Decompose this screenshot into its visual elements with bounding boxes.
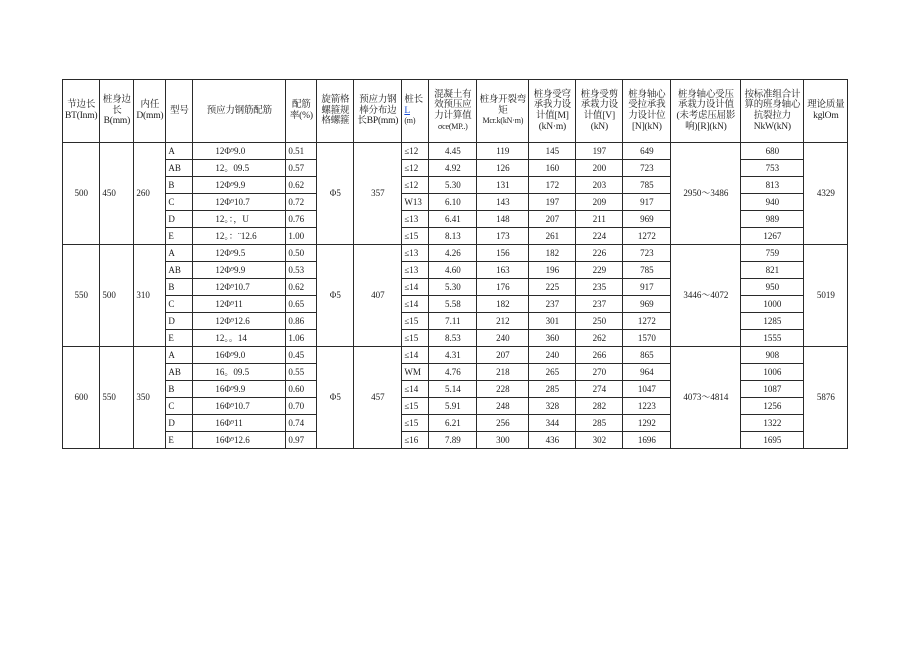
nk-cell: 753 — [741, 160, 804, 177]
header-type: 型号 — [166, 80, 193, 143]
mcr-cell: 256 — [477, 415, 529, 432]
sigma-cell: 5.14 — [429, 381, 477, 398]
type-cell: AB — [166, 262, 193, 279]
type-cell: AB — [166, 160, 193, 177]
n-cell: 723 — [623, 245, 671, 262]
m-cell: 436 — [529, 432, 576, 449]
length-cell: WM — [402, 364, 429, 381]
header-rebar: 预应力钢筋配筋 — [193, 80, 286, 143]
header-m: 桩身受穹承我力设计值[M](kN·m) — [529, 80, 576, 143]
nk-cell: 1267 — [741, 228, 804, 245]
type-cell: A — [166, 143, 193, 160]
n-cell: 917 — [623, 279, 671, 296]
type-cell: E — [166, 330, 193, 347]
sigma-cell: 4.76 — [429, 364, 477, 381]
length-cell: ≤15 — [402, 228, 429, 245]
nk-cell: 1000 — [741, 296, 804, 313]
mcr-cell: 182 — [477, 296, 529, 313]
n-cell: 1696 — [623, 432, 671, 449]
header-ratio: 配筋率(%) — [286, 80, 317, 143]
rebar-cell: 12。。14 — [193, 330, 286, 347]
header-length-symbol: L — [404, 105, 410, 116]
m-cell: 197 — [529, 194, 576, 211]
v-cell: 262 — [576, 330, 623, 347]
rebar-cell: 12Φ⁹10.7 — [193, 194, 286, 211]
mcr-cell: 119 — [477, 143, 529, 160]
header-bt: 节边长BT(Inm) — [63, 80, 100, 143]
mcr-cell: 218 — [477, 364, 529, 381]
r-cell: 4073～4814 — [671, 347, 741, 449]
header-d: 内任D(mm) — [134, 80, 166, 143]
header-sigma-title: 混凝土有效预压应力计算值 — [434, 89, 472, 121]
header-mcr-unit: Mcr.k(kN·m) — [482, 116, 524, 126]
sigma-cell: 6.10 — [429, 194, 477, 211]
bt-cell: 550 — [63, 245, 100, 347]
sigma-cell: 4.31 — [429, 347, 477, 364]
mcr-cell: 228 — [477, 381, 529, 398]
v-cell: 274 — [576, 381, 623, 398]
sigma-cell: 4.26 — [429, 245, 477, 262]
length-cell: ≤16 — [402, 432, 429, 449]
d-cell: 350 — [134, 347, 166, 449]
ratio-cell: 0.70 — [286, 398, 317, 415]
n-cell: 1292 — [623, 415, 671, 432]
length-cell: ≤15 — [402, 398, 429, 415]
mcr-cell: 126 — [477, 160, 529, 177]
bt-cell: 600 — [63, 347, 100, 449]
length-cell: ≤12 — [402, 160, 429, 177]
nk-cell: 680 — [741, 143, 804, 160]
mcr-cell: 176 — [477, 279, 529, 296]
table-row — [63, 143, 848, 160]
type-cell: A — [166, 347, 193, 364]
n-cell: 1047 — [623, 381, 671, 398]
nk-cell: 1087 — [741, 381, 804, 398]
header-row — [63, 80, 848, 143]
v-cell: 237 — [576, 296, 623, 313]
m-cell: 145 — [529, 143, 576, 160]
n-cell: 865 — [623, 347, 671, 364]
mcr-cell: 300 — [477, 432, 529, 449]
mcr-cell: 240 — [477, 330, 529, 347]
sigma-cell: 5.30 — [429, 177, 477, 194]
b-cell: 500 — [100, 245, 134, 347]
rebar-cell: 16Φ⁹9.9 — [193, 381, 286, 398]
type-cell: D — [166, 211, 193, 228]
type-cell: E — [166, 228, 193, 245]
type-cell: E — [166, 432, 193, 449]
v-cell: 270 — [576, 364, 623, 381]
b-cell: 550 — [100, 347, 134, 449]
sigma-cell: 6.21 — [429, 415, 477, 432]
v-cell: 302 — [576, 432, 623, 449]
type-cell: D — [166, 313, 193, 330]
mcr-cell: 212 — [477, 313, 529, 330]
length-cell: ≤14 — [402, 381, 429, 398]
n-cell: 785 — [623, 262, 671, 279]
v-cell: 224 — [576, 228, 623, 245]
ratio-cell: 0.55 — [286, 364, 317, 381]
mcr-cell: 173 — [477, 228, 529, 245]
m-cell: 301 — [529, 313, 576, 330]
r-cell: 3446～4072 — [671, 245, 741, 347]
m-cell: 225 — [529, 279, 576, 296]
mcr-cell: 207 — [477, 347, 529, 364]
ratio-cell: 0.76 — [286, 211, 317, 228]
ratio-cell: 1.00 — [286, 228, 317, 245]
rebar-cell: 12Φ⁹9.0 — [193, 143, 286, 160]
m-cell: 328 — [529, 398, 576, 415]
bp-cell: 407 — [354, 245, 402, 347]
v-cell: 235 — [576, 279, 623, 296]
m-cell: 160 — [529, 160, 576, 177]
r-cell: 2950～3486 — [671, 143, 741, 245]
d-cell: 260 — [134, 143, 166, 245]
length-cell: ≤15 — [402, 313, 429, 330]
header-length — [402, 80, 429, 143]
ratio-cell: 0.45 — [286, 347, 317, 364]
sigma-cell: 4.45 — [429, 143, 477, 160]
v-cell: 209 — [576, 194, 623, 211]
mass-cell: 5876 — [804, 347, 848, 449]
nk-cell: 1695 — [741, 432, 804, 449]
ratio-cell: 0.50 — [286, 245, 317, 262]
rebar-cell: 12Φ⁹9.5 — [193, 245, 286, 262]
n-cell: 1272 — [623, 228, 671, 245]
mcr-cell: 143 — [477, 194, 529, 211]
rebar-cell: 12Φ⁹10.7 — [193, 279, 286, 296]
rebar-cell: 16Φ⁹9.0 — [193, 347, 286, 364]
rebar-cell: 16Φ⁹11 — [193, 415, 286, 432]
ratio-cell: 0.65 — [286, 296, 317, 313]
m-cell: 237 — [529, 296, 576, 313]
v-cell: 226 — [576, 245, 623, 262]
m-cell: 265 — [529, 364, 576, 381]
n-cell: 1570 — [623, 330, 671, 347]
length-cell: ≤14 — [402, 296, 429, 313]
type-cell: A — [166, 245, 193, 262]
ratio-cell: 0.74 — [286, 415, 317, 432]
header-n: 桩身轴心受拉承我力设计位[N](kN) — [623, 80, 671, 143]
type-cell: B — [166, 381, 193, 398]
sigma-cell: 8.53 — [429, 330, 477, 347]
spiral-cell: Φ5 — [317, 143, 354, 245]
n-cell: 964 — [623, 364, 671, 381]
sigma-cell: 5.30 — [429, 279, 477, 296]
sigma-cell: 5.58 — [429, 296, 477, 313]
type-cell: B — [166, 177, 193, 194]
sigma-cell: 4.92 — [429, 160, 477, 177]
d-cell: 310 — [134, 245, 166, 347]
n-cell: 649 — [623, 143, 671, 160]
rebar-cell: 16。09.5 — [193, 364, 286, 381]
ratio-cell: 0.86 — [286, 313, 317, 330]
m-cell: 182 — [529, 245, 576, 262]
length-cell: W13 — [402, 194, 429, 211]
type-cell: AB — [166, 364, 193, 381]
v-cell: 282 — [576, 398, 623, 415]
rebar-cell: 16Φ⁹12.6 — [193, 432, 286, 449]
header-r: 桩身轴心受压承栽力设计值(未考虑压屈影响)[R](kN) — [671, 80, 741, 143]
v-cell: 211 — [576, 211, 623, 228]
ratio-cell: 0.57 — [286, 160, 317, 177]
n-cell: 1223 — [623, 398, 671, 415]
n-cell: 1272 — [623, 313, 671, 330]
nk-cell: 1555 — [741, 330, 804, 347]
spiral-cell: Φ5 — [317, 245, 354, 347]
mcr-cell: 131 — [477, 177, 529, 194]
ratio-cell: 0.72 — [286, 194, 317, 211]
mass-cell: 4329 — [804, 143, 848, 245]
n-cell: 917 — [623, 194, 671, 211]
length-cell: ≤15 — [402, 415, 429, 432]
nk-cell: 759 — [741, 245, 804, 262]
ratio-cell: 0.60 — [286, 381, 317, 398]
header-length-title: 桩长 — [404, 95, 423, 106]
mcr-cell: 163 — [477, 262, 529, 279]
v-cell: 266 — [576, 347, 623, 364]
length-cell: ≤13 — [402, 211, 429, 228]
rebar-cell: 12。：，U — [193, 211, 286, 228]
length-cell: ≤13 — [402, 262, 429, 279]
sigma-cell: 7.11 — [429, 313, 477, 330]
m-cell: 240 — [529, 347, 576, 364]
ratio-cell: 0.97 — [286, 432, 317, 449]
n-cell: 723 — [623, 160, 671, 177]
v-cell: 197 — [576, 143, 623, 160]
nk-cell: 940 — [741, 194, 804, 211]
mcr-cell: 248 — [477, 398, 529, 415]
pile-spec-table — [62, 79, 848, 449]
m-cell: 207 — [529, 211, 576, 228]
nk-cell: 989 — [741, 211, 804, 228]
header-mcr — [477, 80, 529, 143]
rebar-cell: 12。09.5 — [193, 160, 286, 177]
length-cell: ≤13 — [402, 245, 429, 262]
m-cell: 196 — [529, 262, 576, 279]
length-cell: ≤12 — [402, 177, 429, 194]
v-cell: 285 — [576, 415, 623, 432]
header-spiral: 旋箭格螺箍规格螺箍 — [317, 80, 354, 143]
header-mass: 理论质量kglOm — [804, 80, 848, 143]
length-cell: ≤14 — [402, 347, 429, 364]
n-cell: 969 — [623, 296, 671, 313]
m-cell: 360 — [529, 330, 576, 347]
mass-cell: 5019 — [804, 245, 848, 347]
length-cell: ≤15 — [402, 330, 429, 347]
bp-cell: 457 — [354, 347, 402, 449]
header-v: 桩身受剪承栽力设计值[V](kN) — [576, 80, 623, 143]
header-sigma — [429, 80, 477, 143]
ratio-cell: 0.62 — [286, 279, 317, 296]
nk-cell: 1256 — [741, 398, 804, 415]
table-row — [63, 347, 848, 364]
ratio-cell: 0.62 — [286, 177, 317, 194]
mcr-cell: 148 — [477, 211, 529, 228]
sigma-cell: 4.60 — [429, 262, 477, 279]
n-cell: 785 — [623, 177, 671, 194]
table-body — [63, 143, 848, 449]
nk-cell: 1006 — [741, 364, 804, 381]
nk-cell: 821 — [741, 262, 804, 279]
sigma-cell: 7.89 — [429, 432, 477, 449]
header-bp: 预应力钢棒分布边长BP(mm) — [354, 80, 402, 143]
length-cell: ≤14 — [402, 279, 429, 296]
m-cell: 172 — [529, 177, 576, 194]
sigma-cell: 8.13 — [429, 228, 477, 245]
m-cell: 261 — [529, 228, 576, 245]
type-cell: B — [166, 279, 193, 296]
type-cell: C — [166, 296, 193, 313]
header-b: 桩身边长B(mm) — [100, 80, 134, 143]
ratio-cell: 0.53 — [286, 262, 317, 279]
length-cell: ≤12 — [402, 143, 429, 160]
nk-cell: 950 — [741, 279, 804, 296]
type-cell: C — [166, 194, 193, 211]
v-cell: 229 — [576, 262, 623, 279]
bt-cell: 500 — [63, 143, 100, 245]
rebar-cell: 12Φ⁹11 — [193, 296, 286, 313]
rebar-cell: 12Φ⁹9.9 — [193, 262, 286, 279]
nk-cell: 813 — [741, 177, 804, 194]
sigma-cell: 6.41 — [429, 211, 477, 228]
m-cell: 344 — [529, 415, 576, 432]
b-cell: 450 — [100, 143, 134, 245]
rebar-cell: 12Φ⁹12.6 — [193, 313, 286, 330]
ratio-cell: 0.51 — [286, 143, 317, 160]
header-mcr-title: 桩身开裂弯矩 — [479, 95, 527, 116]
type-cell: C — [166, 398, 193, 415]
header-sigma-unit: σce(MP..) — [438, 121, 468, 131]
n-cell: 969 — [623, 211, 671, 228]
header-nk: 按标准组合计算的班身轴心抗裂拉力NkW(kN) — [741, 80, 804, 143]
header-length-unit: (m) — [404, 116, 416, 126]
type-cell: D — [166, 415, 193, 432]
bp-cell: 357 — [354, 143, 402, 245]
v-cell: 200 — [576, 160, 623, 177]
v-cell: 203 — [576, 177, 623, 194]
spiral-cell: Φ5 — [317, 347, 354, 449]
m-cell: 285 — [529, 381, 576, 398]
rebar-cell: 12Φ⁹9.9 — [193, 177, 286, 194]
mcr-cell: 156 — [477, 245, 529, 262]
sigma-cell: 5.91 — [429, 398, 477, 415]
nk-cell: 1322 — [741, 415, 804, 432]
v-cell: 250 — [576, 313, 623, 330]
nk-cell: 1285 — [741, 313, 804, 330]
rebar-cell: 12。：¨12.6 — [193, 228, 286, 245]
rebar-cell: 16Φ⁹10.7 — [193, 398, 286, 415]
ratio-cell: 1.06 — [286, 330, 317, 347]
table-row — [63, 245, 848, 262]
nk-cell: 908 — [741, 347, 804, 364]
